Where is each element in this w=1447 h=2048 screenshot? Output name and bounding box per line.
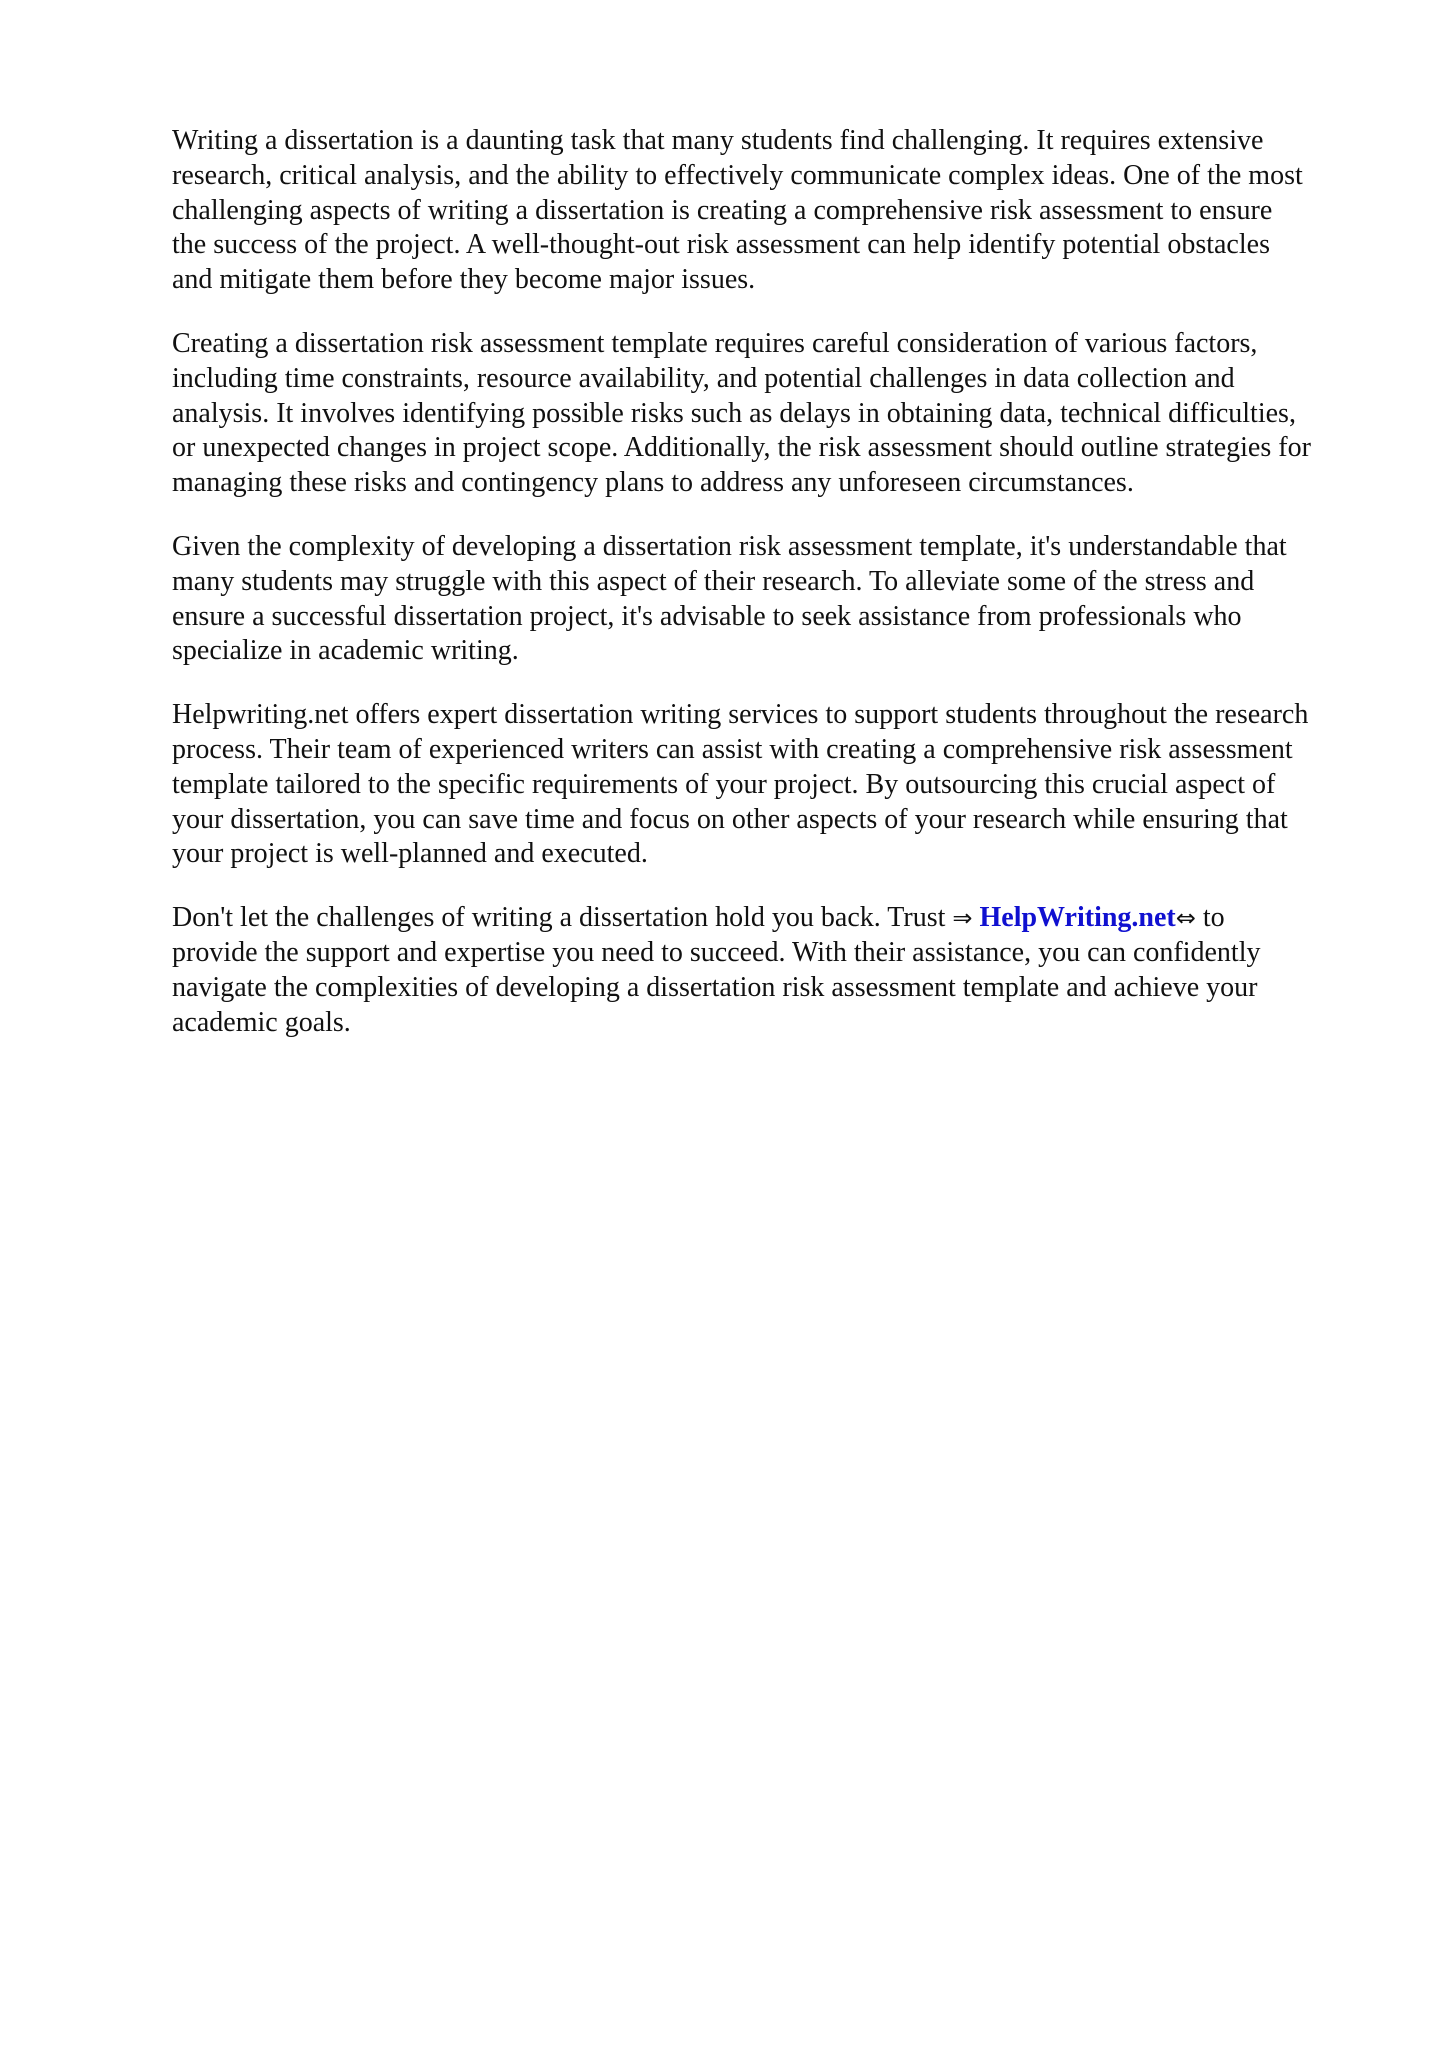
text-line: template tailored to the specific requirements of your project. By outsourcing this crucial aspect of	[172, 768, 1276, 800]
text-line: Helpwriting.net offers expert dissertation writing services to support students throughout the research	[172, 699, 1309, 731]
text-line: Writing a dissertation is a daunting task that many students find challenging. It requires extensive	[172, 125, 1264, 156]
cta-text: Don't let the challenges of writing a dissertation hold you back. Trust	[172, 902, 953, 934]
text-line: your dissertation, you can save time and focus on other aspects of your research while ensuring that	[172, 803, 1288, 835]
text-line: Given the complexity of developing a dissertation risk assessment template, it's understandable that	[172, 530, 1287, 562]
text-line: Creating a dissertation risk assessment template requires careful consideration of various factors,	[172, 327, 1258, 359]
text-line: provide the support and expertise you need to succeed. With their assistance, you can confidently	[172, 936, 1261, 968]
paragraph-cta	[172, 901, 1412, 1040]
cta-text-after: to	[1195, 902, 1225, 934]
text-line: analysis. It involves identifying possible risks such as delays in obtaining data, technical difficulties,	[172, 397, 1296, 429]
paragraph-complexity	[172, 530, 1412, 669]
text-line: process. Their team of experienced writers can assist with creating a comprehensive risk assessment	[172, 733, 1293, 765]
text-line: including time constraints, resource availability, and potential challenges in data collection and	[172, 362, 1235, 394]
text-line: challenging aspects of writing a dissertation is creating a comprehensive risk assessment to ensure	[172, 194, 1273, 226]
text-line: research, critical analysis, and the ability to effectively communicate complex ideas. One of the most	[172, 159, 1303, 191]
right-arrow-icon: ⇒	[952, 904, 973, 933]
text-line: your project is well-planned and executed.	[172, 838, 648, 870]
helpwriting-link[interactable]: HelpWriting.net	[979, 902, 1176, 934]
text-line: or unexpected changes in project scope. Additionally, the risk assessment should outline strategies for	[172, 432, 1311, 464]
paragraph-intro	[172, 124, 1412, 298]
document-body	[172, 124, 1412, 1069]
text-line	[172, 901, 1412, 936]
paragraph-template	[172, 327, 1412, 501]
text-line: specialize in academic writing.	[172, 635, 519, 667]
text-line: and mitigate them before they become major issues.	[172, 264, 756, 296]
text-line: many students may struggle with this aspect of their research. To alleviate some of the stress and	[172, 565, 1255, 597]
text-line: academic goals.	[172, 1006, 351, 1038]
text-line: ensure a successful dissertation project, it's advisable to seek assistance from professionals who	[172, 600, 1242, 632]
text-line: the success of the project. A well-thought-out risk assessment can help identify potential obstacles	[172, 229, 1270, 261]
double-arrow-icon: ⇔	[1175, 904, 1196, 933]
text-line: managing these risks and contingency plans to address any unforeseen circumstances.	[172, 467, 1134, 499]
text-line: navigate the complexities of developing a dissertation risk assessment template and achieve your	[172, 971, 1258, 1003]
paragraph-service	[172, 698, 1412, 872]
